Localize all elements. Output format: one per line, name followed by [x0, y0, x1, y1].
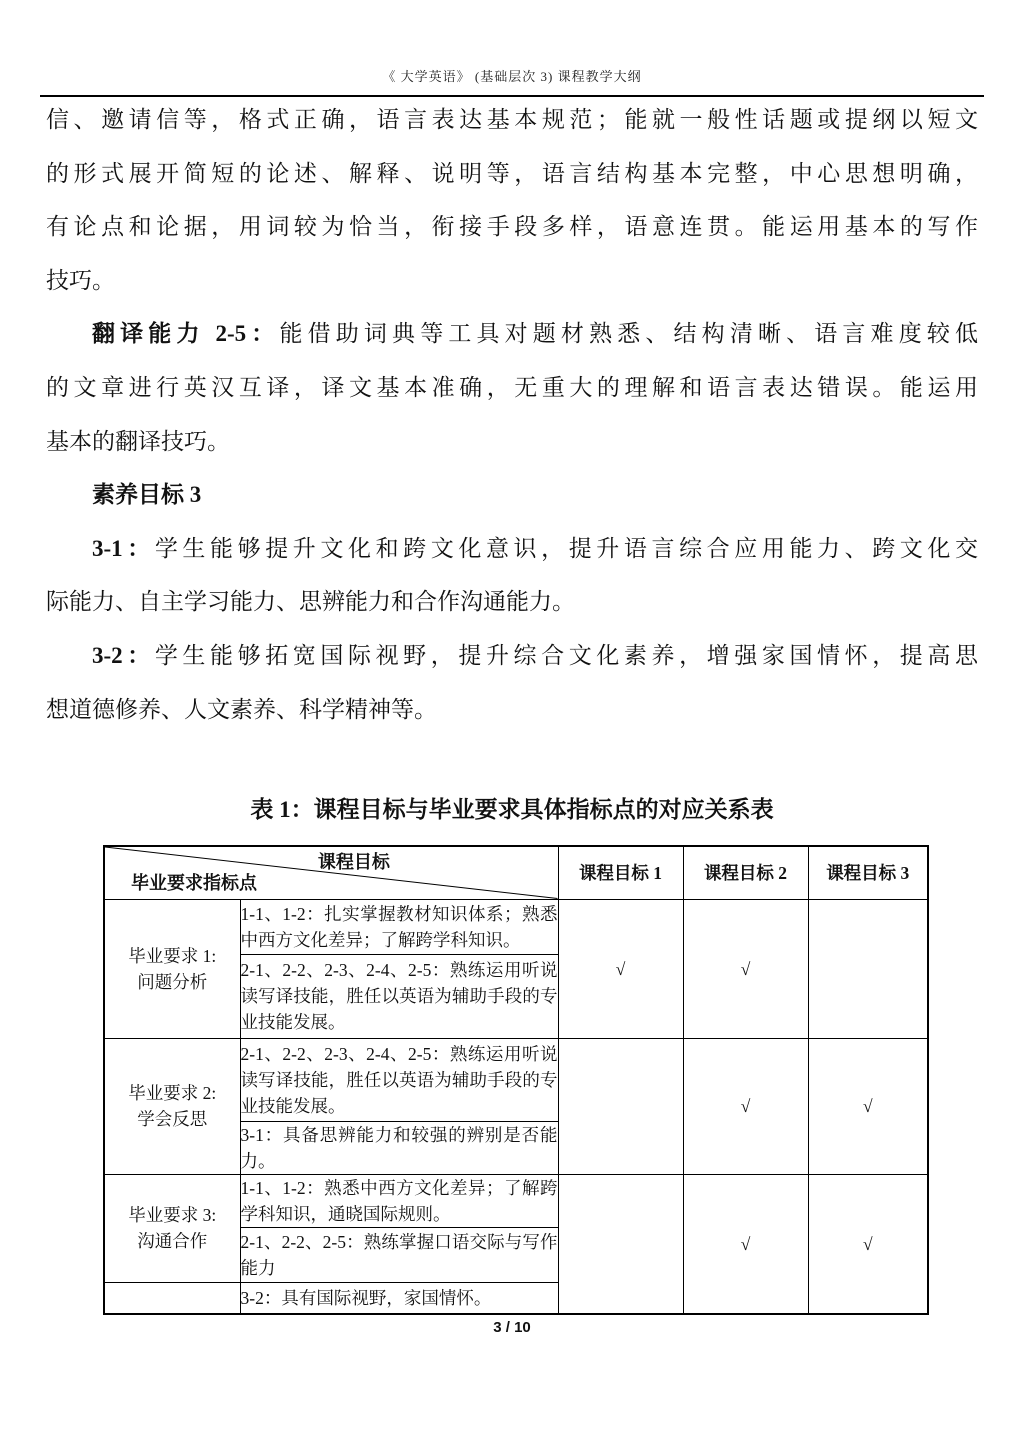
paragraph-line: 技巧。	[46, 267, 115, 293]
requirement-subtitle: 学会反思	[137, 1109, 208, 1129]
requirement-title: 毕业要求 2:	[128, 1083, 217, 1103]
goal-header-3: 课程目标 3	[808, 846, 928, 899]
requirement-subtitle: 沟通合作	[137, 1231, 208, 1251]
diagonal-header-cell	[104, 846, 558, 899]
goal-header-2: 课程目标 2	[683, 846, 808, 899]
indicator-cell: 1-1、1-2：熟悉中西方文化差异；了解跨学科知识，通晓国际规则。	[240, 1174, 558, 1227]
paragraph-line: 际能力、自主学习能力、思辨能力和合作沟通能力。	[46, 589, 575, 615]
check-cell-g1-goal2: √	[683, 899, 808, 1038]
page-number: 3 / 10	[493, 1319, 531, 1336]
bold-label: 3-2：	[92, 642, 155, 668]
requirement-title: 毕业要求 3:	[128, 1205, 217, 1225]
requirement-title: 毕业要求 1:	[128, 945, 217, 966]
check-cell-g3-goal2: √	[683, 1174, 808, 1314]
paragraph-line	[46, 522, 978, 576]
indicator-cell: 2-1、2-2、2-3、2-4、2-5：熟练运用听说读写译技能，胜任以英语为辅助手段的专业技能发展。	[240, 954, 558, 1038]
paragraph-line: 有论点和论据，用词较为恰当，衔接手段多样，语意连贯。能运用基本的写作	[46, 214, 978, 240]
paragraph-text: 学生能够提升文化和跨文化意识，提升语言综合应用能力、跨文化交	[154, 535, 978, 561]
bold-label: 翻译能力 2-5：	[92, 321, 280, 347]
bold-label: 3-1：	[92, 535, 155, 561]
paragraph-line: 信、邀请信等，格式正确，语言表达基本规范；能就一般性话题或提纲以短文	[46, 107, 978, 132]
paragraph-line: 的文章进行英汉互译，译文基本准确，无重大的理解和语言表达错误。能运用	[46, 374, 978, 400]
correspondence-table	[103, 845, 929, 1315]
check-cell-g2-goal1	[558, 1038, 683, 1174]
indicator-cell: 2-1、2-2、2-5：熟练掌握口语交际与写作能力	[240, 1227, 558, 1282]
requirement-cell-1	[104, 899, 240, 1038]
paragraph-text: 能借助词典等工具对题材熟悉、结构清晰、语言难度较低	[279, 321, 978, 347]
indicator-cell: 2-1、2-2、2-3、2-4、2-5：熟练运用听说读写译技能，胜任以英语为辅助手段的专业技能发展。	[240, 1038, 558, 1121]
body-text-block	[46, 93, 978, 736]
diagonal-bottom-label: 毕业要求指标点	[131, 872, 257, 893]
paragraph-line: 基本的翻译技巧。	[46, 428, 230, 454]
paragraph-line: 的形式展开简短的论述、解释、说明等，语言结构基本完整，中心思想明确，	[46, 160, 978, 186]
paragraph-line: 想道德修养、人文素养、科学精神等。	[46, 696, 437, 722]
requirement-cell-empty	[104, 1282, 240, 1314]
check-cell-g2-goal3: √	[808, 1038, 928, 1174]
section-heading: 素养目标 3	[92, 482, 202, 508]
running-header: 《 大学英语》 (基础层次 3) 课程教学大纲	[382, 69, 642, 84]
check-cell-g1-goal1: √	[558, 899, 683, 1038]
check-cell-g3-goal3: √	[808, 1174, 928, 1314]
paragraph-line	[46, 629, 978, 683]
requirement-cell-2	[104, 1038, 240, 1174]
requirement-subtitle: 问题分析	[137, 971, 208, 992]
indicator-cell: 3-1：具备思辨能力和较强的辨别是否能力。	[240, 1121, 558, 1174]
check-cell-g3-goal1	[558, 1174, 683, 1314]
indicator-cell: 1-1、1-2：扎实掌握教材知识体系；熟悉中西方文化差异；了解跨学科知识。	[240, 899, 558, 954]
table-title: 表 1：课程目标与毕业要求具体指标点的对应关系表	[250, 797, 774, 822]
indicator-cell: 3-2：具有国际视野，家国情怀。	[240, 1282, 558, 1314]
paragraph-line	[46, 307, 978, 361]
check-cell-g1-goal3	[808, 899, 928, 1038]
paragraph-text: 学生能够拓宽国际视野，提升综合文化素养，增强家国情怀，提高思	[154, 642, 978, 668]
goal-header-1: 课程目标 1	[558, 846, 683, 899]
check-cell-g2-goal2: √	[683, 1038, 808, 1174]
requirement-cell-3	[104, 1174, 240, 1282]
diagonal-top-label: 课程目标	[317, 852, 390, 872]
